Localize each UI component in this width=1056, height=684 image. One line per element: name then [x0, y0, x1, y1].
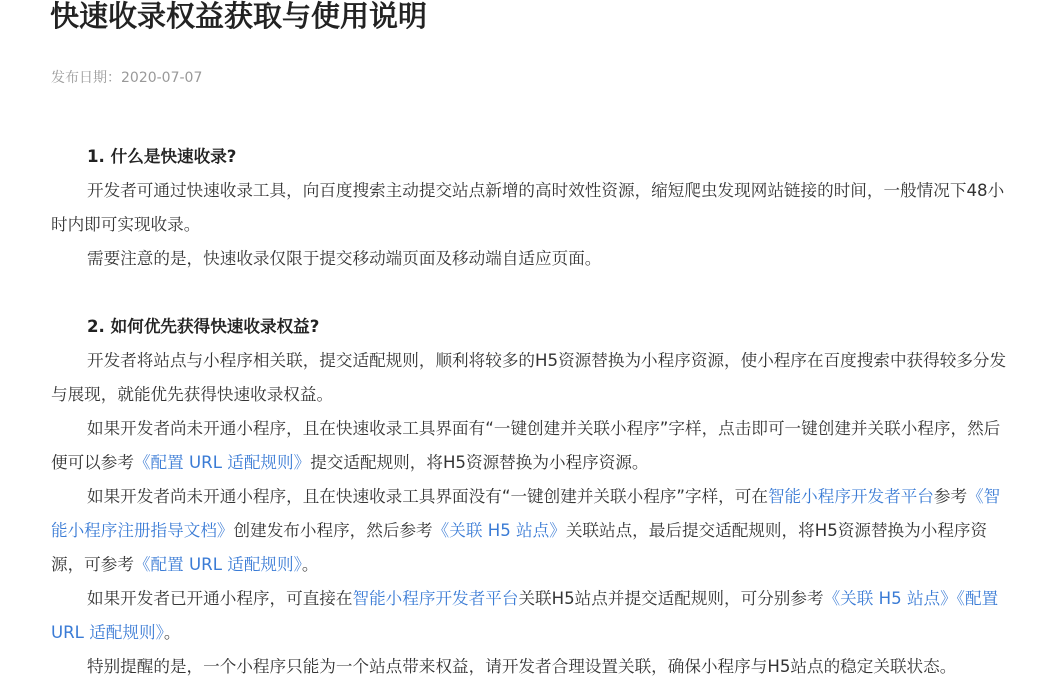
section-spacer — [51, 276, 1011, 310]
paragraph: 需要注意的是，快速收录仅限于提交移动端页面及移动端自适应页面。 — [87, 249, 602, 268]
text: 提交适配规则，将H5资源替换为小程序资源。 — [310, 453, 649, 472]
section-heading-1: 1. 什么是快速收录? — [87, 147, 237, 166]
paragraph — [51, 412, 1011, 480]
link-associate-h5-site[interactable]: 《关联 H5 站点》 — [432, 521, 566, 540]
paragraph: 开发者可通过快速收录工具，向百度搜索主动提交站点新增的高时效性资源，缩短爬虫发现网站链接的时间，一般情况下48小时内即可实现收录。 — [51, 181, 1005, 234]
link-associate-h5-site[interactable]: 《关联 H5 站点》 — [823, 589, 957, 608]
link-developer-platform[interactable]: 智能小程序开发者平台 — [767, 487, 934, 506]
paragraph — [51, 582, 1011, 650]
text: 关联站点，最后提交适配规则，将H5资源替换为小程序资源，可参考 — [51, 521, 988, 574]
link-developer-platform[interactable]: 智能小程序开发者平台 — [352, 589, 519, 608]
paragraph — [51, 480, 1011, 582]
text: 。 — [163, 623, 181, 642]
text: 。 — [301, 555, 319, 574]
link-url-rules[interactable]: 《配置 URL 适配规则》 — [51, 589, 999, 642]
link-url-rules[interactable]: 《配置 URL 适配规则》 — [133, 453, 311, 472]
article-content — [51, 140, 1011, 684]
paragraph: 开发者将站点与小程序相关联，提交适配规则，顺利将较多的H5资源替换为小程序资源，使小程序在百度搜索中获得较多分发与展现，就能优先获得快速收录权益。 — [51, 351, 1007, 404]
publish-date: 发布日期：2020-07-07 — [51, 70, 203, 86]
text: 创建发布小程序，然后参考 — [233, 521, 433, 540]
link-url-rules[interactable]: 《配置 URL 适配规则》 — [133, 555, 302, 574]
link-registration-guide[interactable]: 《智能小程序注册指导文档》 — [51, 487, 1001, 540]
text: 关联H5站点并提交适配规则，可分别参考 — [518, 589, 824, 608]
text: 如果开发者尚未开通小程序，且在快速收录工具界面有“一键创建并关联小程序”字样，点击即可一键创建并关联小程序，然后便可以参考 — [51, 419, 1001, 472]
text: 参考 — [933, 487, 968, 506]
paragraph: 特别提醒的是，一个小程序只能为一个站点带来权益，请开发者合理设置关联，确保小程序与H5站点的稳定关联状态。 — [87, 657, 957, 676]
section-heading-2: 2. 如何优先获得快速收录权益? — [87, 317, 320, 336]
text: 如果开发者尚未开通小程序，且在快速收录工具界面没有“一键创建并关联小程序”字样，可在 — [87, 487, 768, 506]
page-title: 快速收录权益获取与使用说明 — [50, 0, 428, 33]
text: 如果开发者已开通小程序，可直接在 — [87, 589, 353, 608]
